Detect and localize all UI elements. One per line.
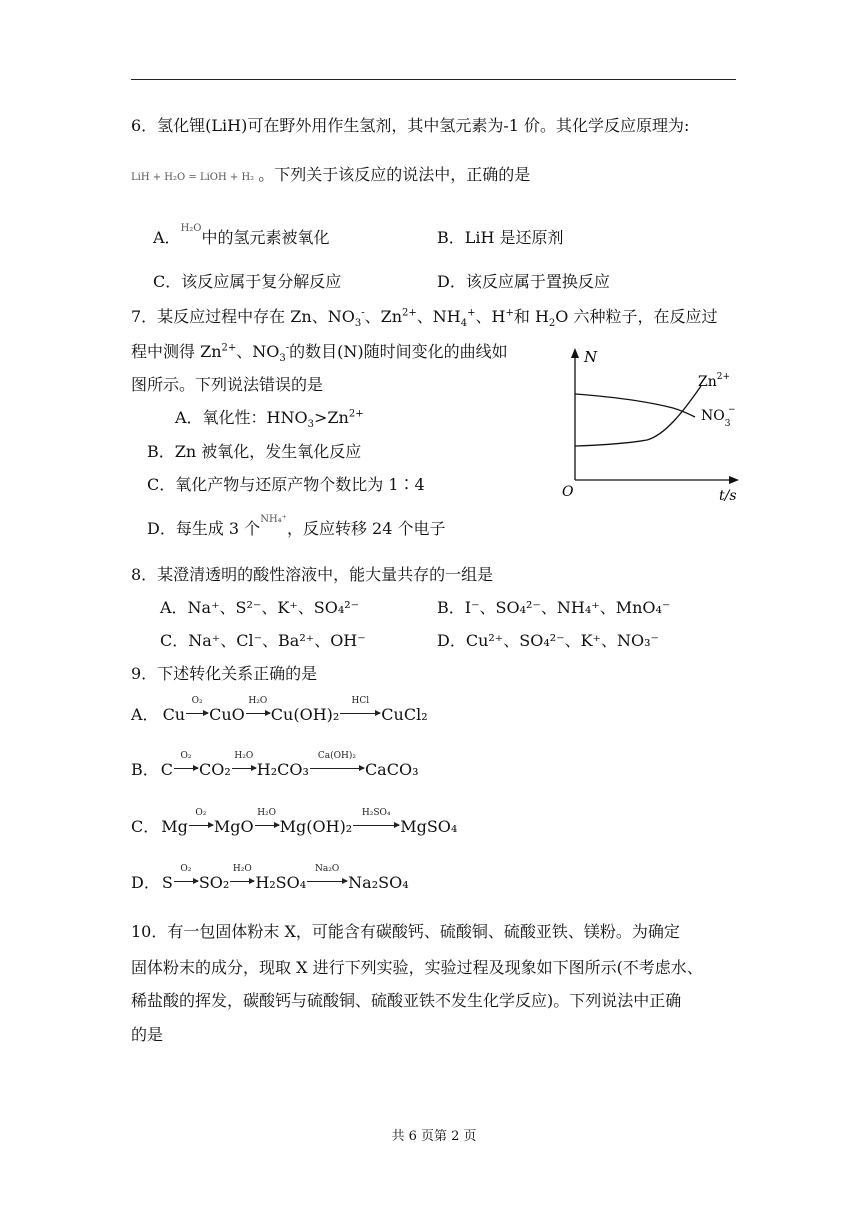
x-axis-label: t/s [719,488,737,504]
arrow: O₂ [186,705,208,725]
q7-option-d: D．每生成 3 个$^{NH_4^+}$，反应转移 24 个电子 [147,514,446,538]
arrow: H₂O [246,705,270,725]
arrow: O₂ [174,873,198,893]
arrow: O₂ [189,817,213,837]
no3-charge: − [728,405,736,415]
origin-label: O [562,484,574,500]
arrow: H₂O [232,760,256,780]
q7-option-b: B．Zn 被氧化，发生氧化反应 [147,442,362,461]
q10-line4: 的是 [131,1025,164,1044]
q7-line2: 程中测得 $Zn^{2+}$、$NO_3^-$的数目(N)随时间变化的曲线如 [131,342,508,365]
q8-option-c: C．Na⁺、Cl⁻、Ba²⁺、OH⁻ [160,631,366,650]
header-rule [131,79,736,80]
q8-stem: 8．某澄清透明的酸性溶液中，能大量共存的一组是 [131,565,494,584]
q7-d-formula: NH₄⁺ [260,514,287,525]
q9-option-c: C． Mg O₂ MgO H₂O Mg(OH)₂ H₂SO₄ MgSO₄ [131,808,458,836]
no3-label: $NO_3$ [701,408,731,429]
q9-option-b: B． C O₂ CO₂ H₂O H₂CO₃ Ca(OH)₂ CaCO₃ [131,751,419,779]
q7-option-c: C．氧化产物与还原产物个数比为 1∶4 [147,475,425,494]
q8-option-d: D．Cu²⁺、SO₄²⁻、K⁺、NO₃⁻ [437,631,659,650]
q6-equation: LiH + H₂O = LiOH + H₂ [131,172,255,183]
q6-stem: 6．氢化锂(LiH)可在野外用作生氢剂，其中氢元素为-1 价。其化学反应原理为: [131,116,690,135]
q10-line2: 固体粉末的成分，现取 X 进行下列实验，实验过程及现象如下图所示(不考虑水、 [131,958,703,977]
q8-option-a: A．Na⁺、S²⁻、K⁺、SO₄²⁻ [160,598,360,617]
zn2-label: $Zn^{2+}$ [698,372,731,390]
arrow: Ca(OH)₂ [310,760,364,780]
arrow: O₂ [174,760,198,780]
q6-stem2: 。下列关于该反应的说法中，正确的是 [258,165,531,184]
q6-a-formula: H₂O [180,223,202,234]
q9-option-a: A． Cu O₂ CuO H₂O Cu(OH)₂ HCl CuCl₂ [131,696,428,724]
q6-option-a: A．$^{H_2O}$中的氢元素被氧化 [153,223,330,247]
y-axis-arrow [571,348,579,358]
q7-option-a: A．氧化性：$HNO_3>Zn^{2+}$ [175,408,364,431]
arrow: H₂O [230,873,254,893]
page-footer: 共 6 页第 2 页 [391,1129,477,1144]
q10-line1: 10．有一包固体粉末 X，可能含有碳酸钙、硫酸铜、硫酸亚铁、镁粉。为确定 [131,922,680,941]
q10-line3: 稀盐酸的挥发，碳酸钙与硫酸铜、硫酸亚铁不发生化学反应)。下列说法中正确 [131,991,682,1010]
q9-option-d: D． S O₂ SO₂ H₂O H₂SO₄ Na₂O Na₂SO₄ [131,864,409,892]
q6-option-c: C．该反应属于复分解反应 [153,272,342,291]
q7-line1: 7．某反应过程中存在 Zn、$NO_3^-$、$Zn^{2+}$、$NH_4^+$、H+和 $H_2O$ 六种粒子，在反应过 [131,307,718,330]
y-axis-label: N [584,348,598,366]
no3-curve [575,394,695,417]
arrow: HCl [340,705,380,725]
q6-option-b: B．LiH 是还原剂 [437,228,564,247]
x-axis-arrow [729,476,739,484]
arrow: Na₂O [307,873,347,893]
q6-equation-line [131,165,530,188]
arrow: H₂SO₄ [353,817,399,837]
arrow: H₂O [255,817,279,837]
q7-line3: 图所示。下列说法错误的是 [131,375,324,394]
q7-graph [555,340,755,505]
q6-option-d: D．该反应属于置换反应 [437,272,610,291]
q8-option-b: B．I⁻、SO₄²⁻、NH₄⁺、MnO₄⁻ [437,598,671,617]
q9-stem: 9．下述转化关系正确的是 [131,664,318,683]
